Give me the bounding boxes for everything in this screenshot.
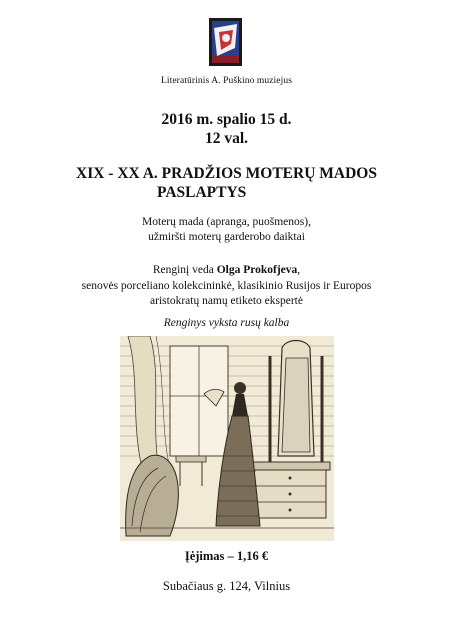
language-note: Renginys vyksta rusų kalba	[163, 317, 290, 329]
host-line	[0, 263, 453, 278]
host-description-line3: aristokratų namų etiketo ekspertė	[150, 295, 303, 307]
entry-price: Įėjimas – 1,16 €	[184, 549, 269, 563]
event-time: 12 val.	[204, 130, 249, 147]
event-address: Subačiaus g. 124, Vilnius	[162, 579, 291, 593]
host-name: Olga Prokofjeva	[216, 264, 298, 276]
event-title-line1: XIX - XX A. PRADŽIOS MOTERŲ MADOS	[76, 165, 377, 182]
event-date: 2016 m. spalio 15 d.	[161, 111, 292, 128]
event-subtitle-line2: užmiršti moterų garderobo daiktai	[148, 231, 305, 243]
event-title-line2: PASLAPTYS	[157, 184, 247, 201]
event-subtitle-line1: Moterų mada (apranga, puošmenos),	[142, 216, 311, 228]
museum-logo-icon	[209, 18, 242, 66]
fashion-engraving-illustration	[120, 336, 334, 541]
host-suffix: ,	[297, 264, 301, 276]
host-description-line2: senovės porceliano kolekcininkė, klasikinio Rusijos ir Europos	[81, 280, 372, 292]
host-prefix: Renginį veda	[152, 264, 217, 276]
museum-name: Literatūrinis A. Puškino muziejus	[160, 76, 292, 86]
